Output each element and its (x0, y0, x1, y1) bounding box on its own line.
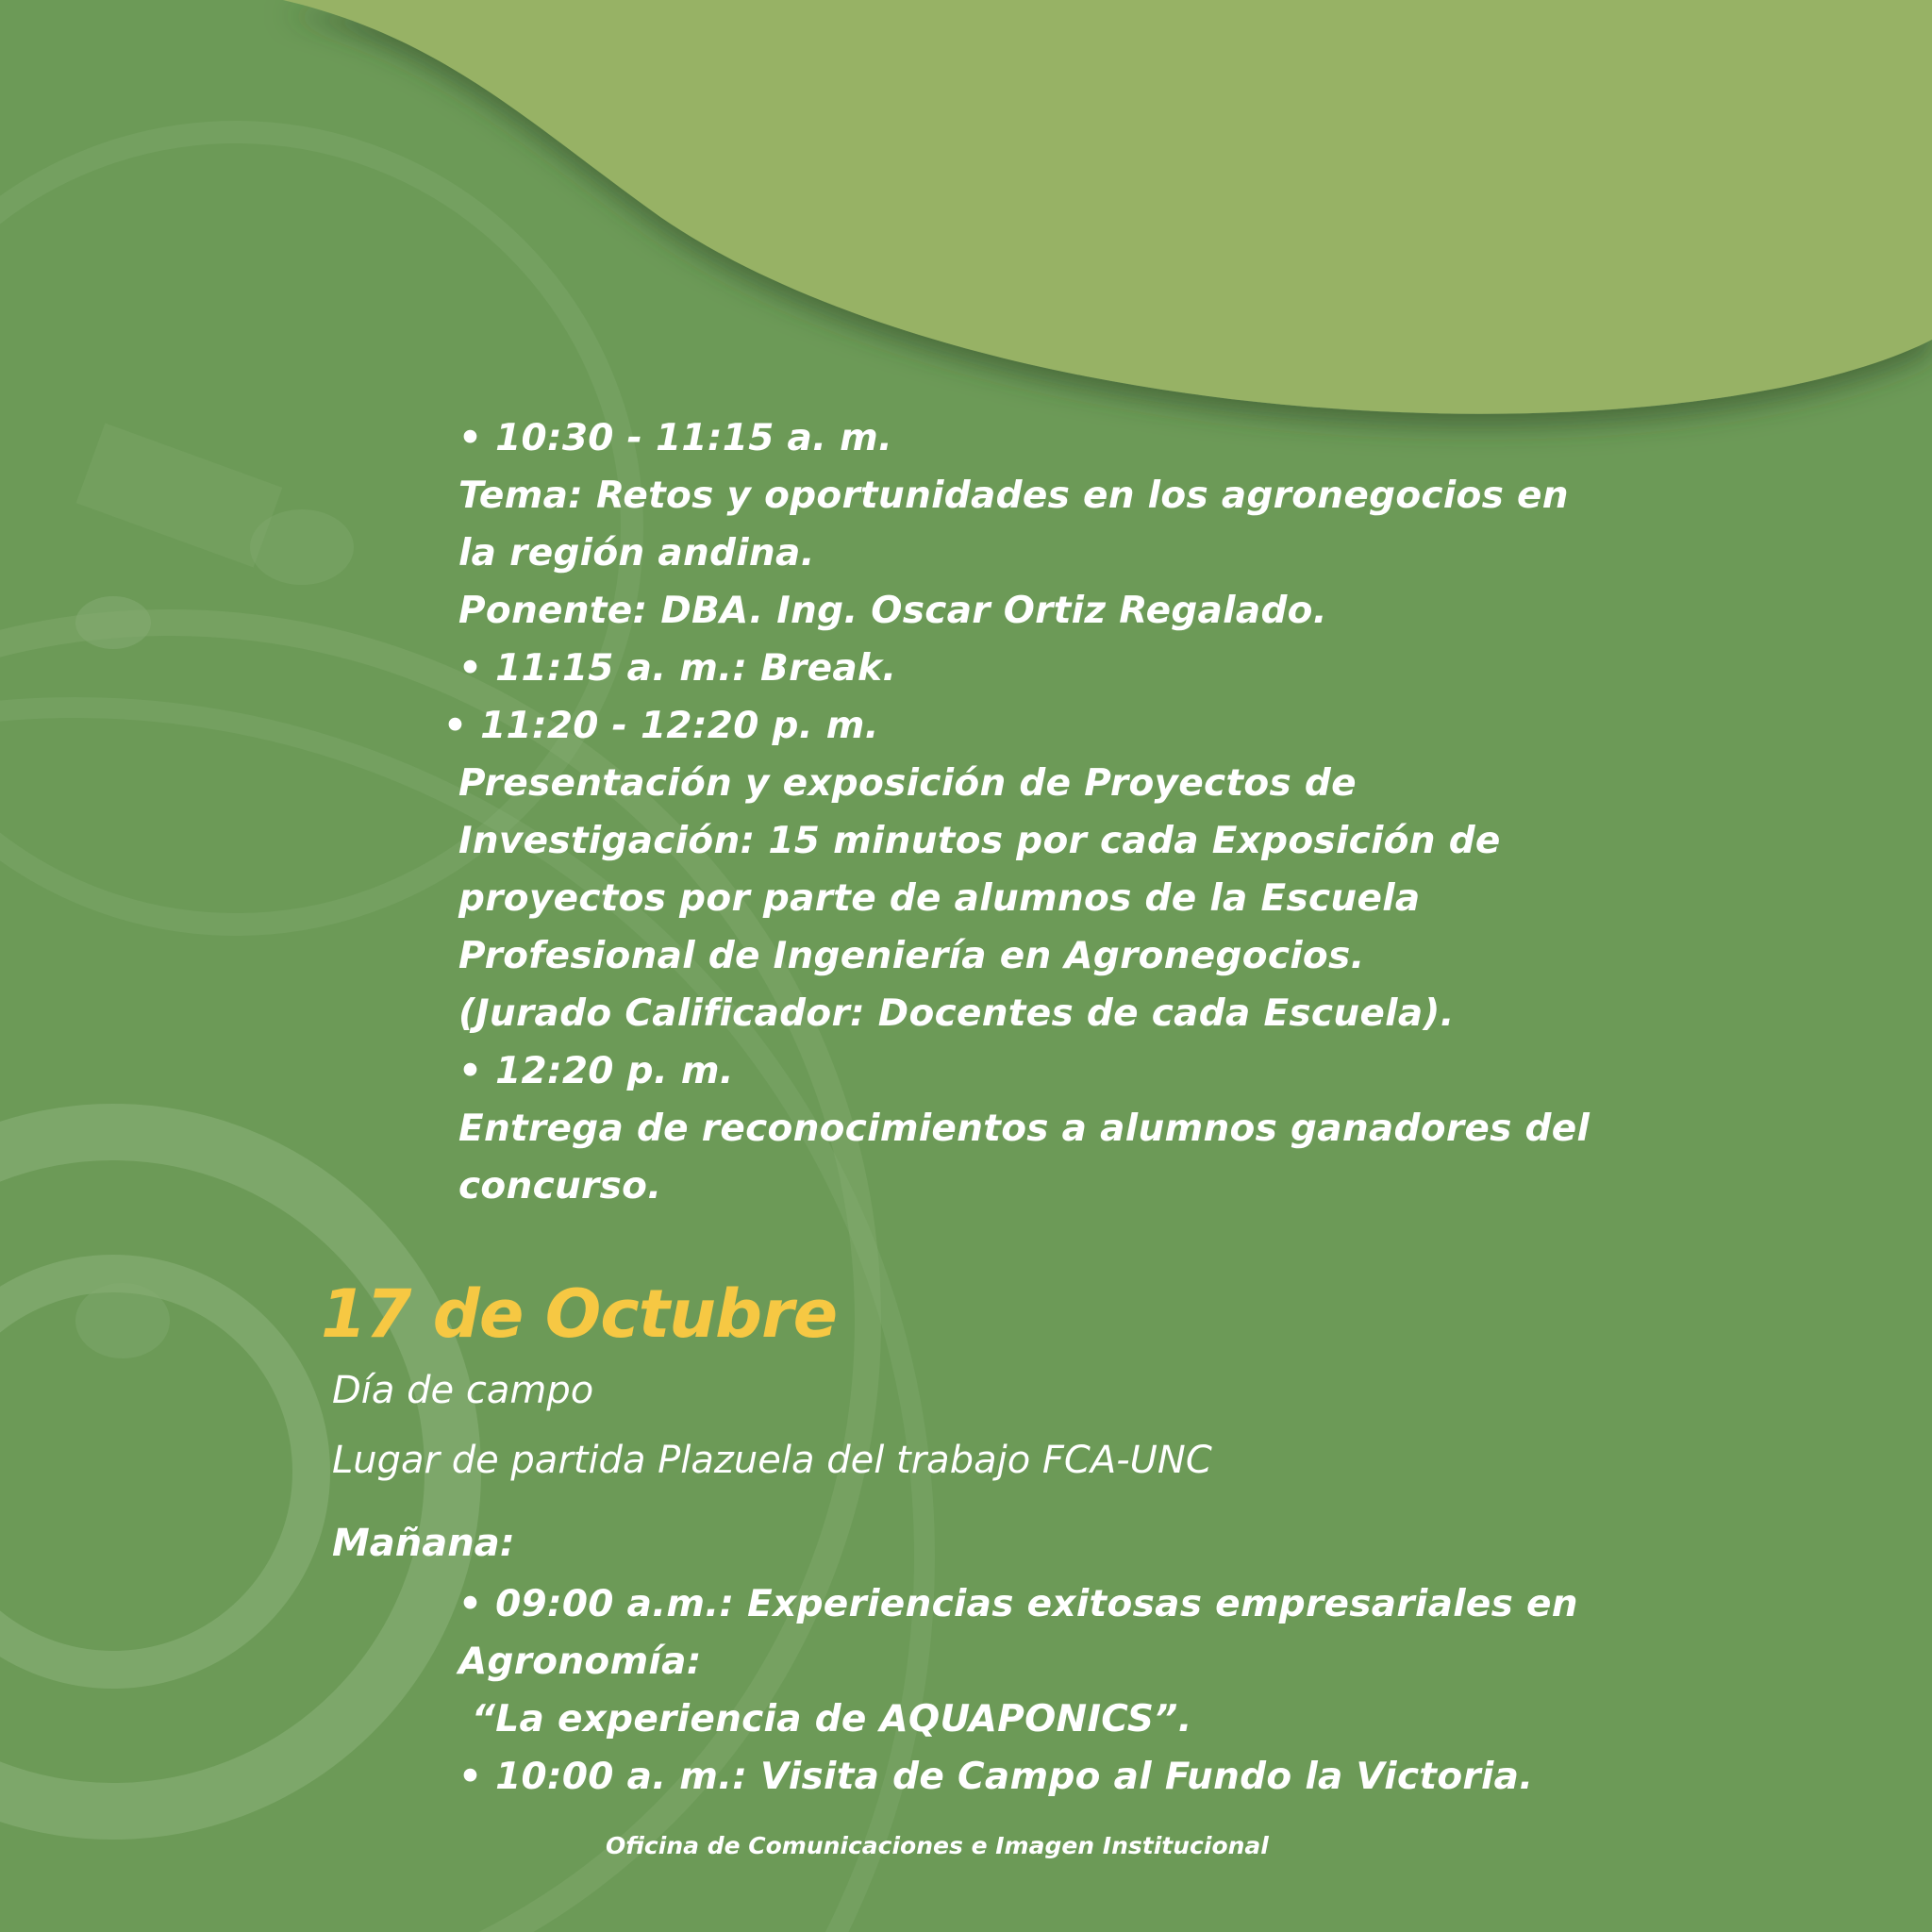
schedule-line: (Jurado Calificador: Docentes de cada Escuela). (458, 992, 1455, 1035)
morning-line: • 10:00 a. m.: Visita de Campo al Fundo la Victoria. (458, 1756, 1534, 1798)
morning-line: Agronomía: (458, 1641, 702, 1683)
schedule-line: la región andina. (458, 532, 815, 575)
schedule-line: • 12:20 p. m. (458, 1050, 734, 1092)
schedule-line: proyectos por parte de alumnos de la Escuela (458, 877, 1421, 920)
day-heading: 17 de Octubre (321, 1275, 838, 1353)
schedule-line: Presentación y exposición de Proyectos de (458, 762, 1357, 805)
schedule-line: Tema: Retos y oportunidades en los agronegocios en (458, 475, 1569, 517)
schedule-line: • 10:30 - 11:15 a. m. (458, 417, 893, 459)
morning-line: • 09:00 a.m.: Experiencias exitosas empresariales en (458, 1583, 1578, 1625)
morning-line: “La experiencia de AQUAPONICS”. (458, 1698, 1192, 1740)
schedule-line: • 11:20 - 12:20 p. m. (443, 705, 879, 747)
morning-label: Mañana: (332, 1522, 515, 1565)
day-activity: Día de campo (332, 1369, 594, 1412)
footer-office: Oficina de Comunicaciones e Imagen Institucional (606, 1832, 1269, 1859)
schedule-line: Entrega de reconocimientos a alumnos ganadores del (458, 1108, 1591, 1150)
schedule-line: Profesional de Ingeniería en Agronegocios. (458, 935, 1365, 977)
schedule-line: concurso. (458, 1165, 662, 1208)
schedule-line: Investigación: 15 minutos por cada Exposición de (458, 820, 1501, 862)
start-place: Lugar de partida Plazuela del trabajo FCA-UNC (332, 1439, 1212, 1482)
schedule-line: • 11:15 a. m.: Break. (458, 647, 897, 690)
schedule-line: Ponente: DBA. Ing. Oscar Ortiz Regalado. (458, 590, 1327, 632)
